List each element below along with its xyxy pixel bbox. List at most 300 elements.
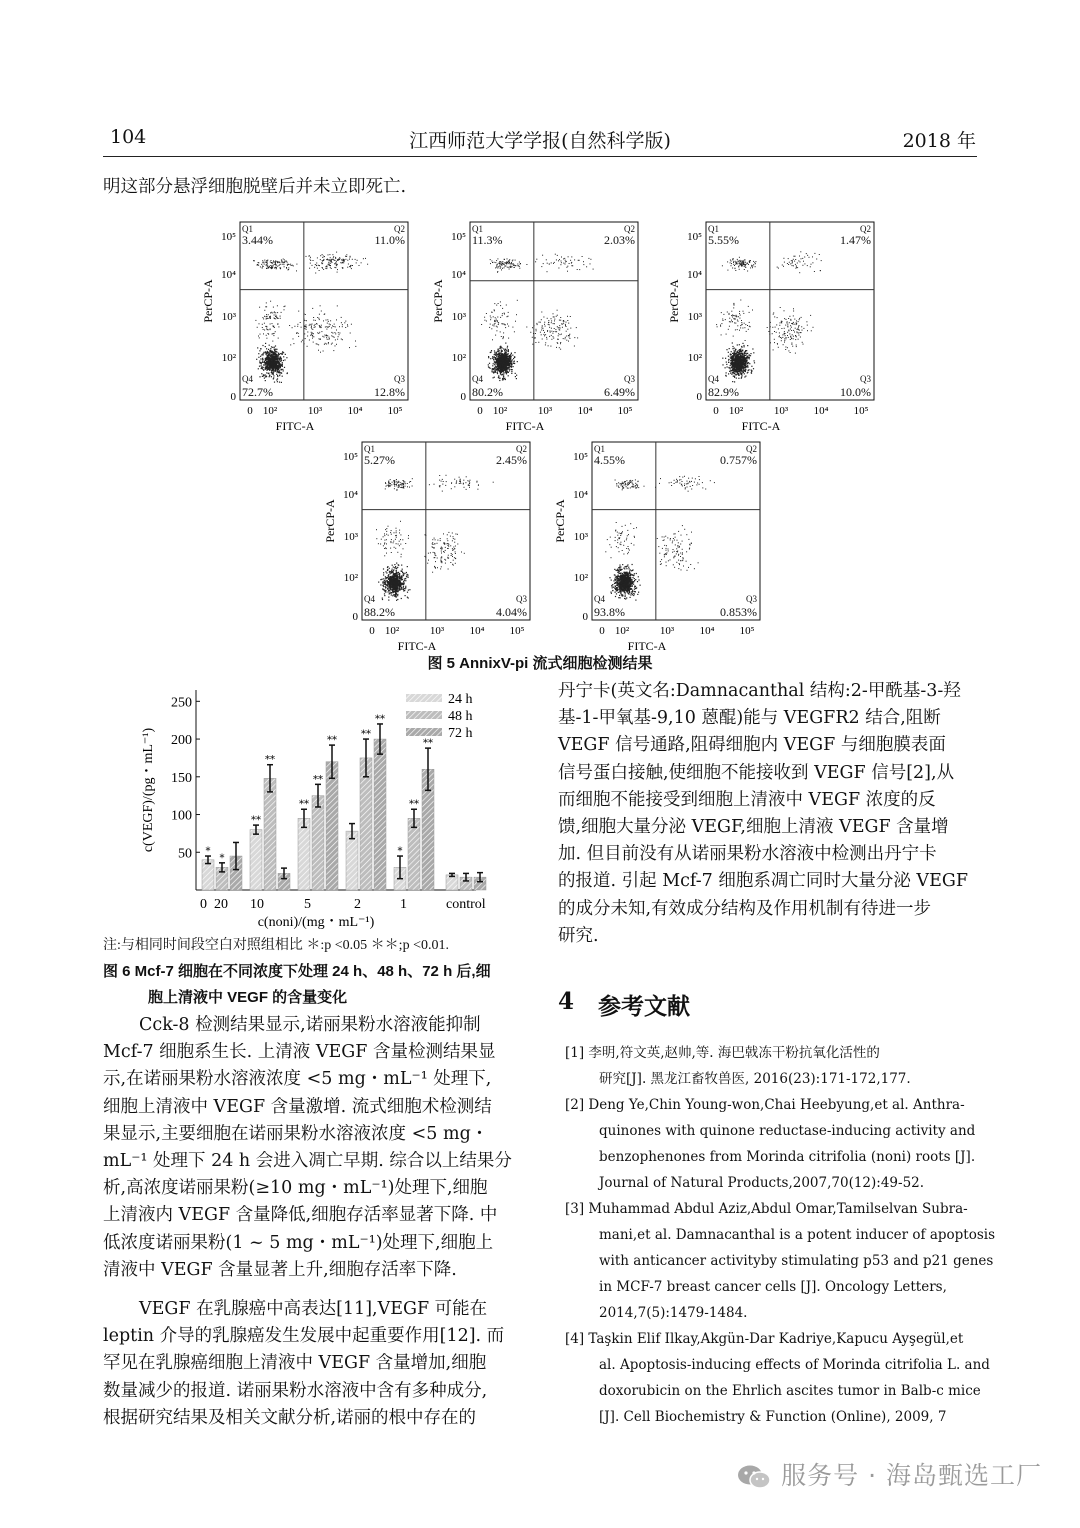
event-dot (544, 322, 545, 323)
y-tick-label: 0 (352, 611, 358, 623)
event-dot (635, 579, 636, 580)
event-dot (574, 346, 575, 347)
quadrant-label: Q1 (708, 224, 719, 234)
event-dot (735, 268, 736, 269)
event-dot (784, 331, 785, 332)
event-dot (542, 339, 543, 340)
event-dot (623, 584, 625, 586)
event-dot (385, 529, 386, 530)
event-dot (743, 363, 745, 365)
event-dot (405, 543, 406, 544)
plot-frame (362, 442, 530, 620)
event-dot (731, 367, 732, 368)
event-dot (744, 367, 746, 369)
event-dot (623, 577, 625, 579)
event-dot (802, 265, 803, 266)
event-dot (273, 354, 275, 356)
event-dot (738, 360, 740, 362)
event-dot (791, 260, 792, 261)
event-dot (386, 486, 387, 487)
event-dot (750, 353, 751, 354)
event-dot (621, 569, 622, 570)
event-dot (324, 337, 325, 338)
event-dot (270, 355, 272, 357)
event-dot (621, 586, 623, 588)
event-dot (457, 544, 458, 545)
event-dot (807, 265, 808, 266)
event-dot (397, 552, 398, 553)
event-dot (512, 260, 513, 261)
event-dot (497, 258, 498, 259)
y-tick-label: 10³ (451, 311, 466, 323)
event-dot (490, 352, 491, 353)
event-dot (625, 483, 626, 484)
event-dot (735, 353, 737, 355)
event-dot (502, 363, 504, 365)
event-dot (568, 256, 569, 257)
event-dot (543, 334, 544, 335)
event-dot (560, 320, 561, 321)
event-dot (793, 265, 794, 266)
event-dot (319, 319, 320, 320)
event-dot (347, 267, 348, 268)
event-dot (278, 326, 279, 327)
event-dot (545, 334, 546, 335)
y-tick-label: 10⁴ (451, 269, 466, 281)
event-dot (577, 337, 578, 338)
event-dot (319, 327, 320, 328)
event-dot (509, 269, 510, 270)
event-dot (396, 570, 397, 571)
event-dot (618, 482, 619, 483)
event-dot (723, 314, 724, 315)
event-dot (446, 475, 447, 476)
event-dot (337, 339, 338, 340)
event-dot (378, 582, 379, 583)
event-dot (287, 373, 288, 374)
event-dot (447, 543, 448, 544)
event-dot (312, 329, 313, 330)
event-dot (399, 582, 401, 584)
event-dot (728, 362, 729, 363)
event-dot (347, 326, 348, 327)
event-dot (501, 351, 502, 352)
event-dot (796, 331, 797, 332)
event-dot (737, 329, 738, 330)
event-dot (277, 305, 278, 306)
event-dot (268, 314, 269, 315)
event-dot (628, 593, 629, 594)
event-dot (626, 480, 627, 481)
event-dot (502, 365, 504, 367)
event-dot (636, 587, 637, 588)
event-dot (625, 578, 627, 580)
event-dot (455, 553, 456, 554)
event-dot (547, 318, 548, 319)
event-dot (440, 568, 441, 569)
event-dot (348, 264, 349, 265)
event-dot (495, 355, 496, 356)
event-dot (327, 319, 328, 320)
event-dot (258, 353, 259, 354)
event-dot (586, 266, 587, 267)
event-dot (563, 321, 564, 322)
event-dot (502, 370, 504, 372)
event-dot (448, 532, 449, 533)
event-dot (434, 557, 435, 558)
event-dot (388, 535, 389, 536)
event-dot (632, 480, 633, 481)
event-dot (752, 310, 753, 311)
event-dot (451, 553, 452, 554)
event-dot (270, 301, 271, 302)
event-dot (560, 349, 561, 350)
event-dot (270, 267, 271, 268)
event-dot (501, 362, 503, 364)
event-dot (621, 581, 623, 583)
event-dot (635, 483, 636, 484)
event-dot (802, 258, 803, 259)
event-dot (405, 580, 406, 581)
event-dot (275, 264, 276, 265)
event-dot (616, 593, 617, 594)
event-dot (393, 567, 394, 568)
event-dot (259, 361, 260, 362)
event-dot (387, 588, 389, 590)
event-dot (490, 319, 491, 320)
event-dot (738, 371, 740, 373)
event-dot (802, 330, 803, 331)
event-dot (498, 376, 499, 377)
event-dot (788, 258, 789, 259)
event-dot (776, 324, 777, 325)
event-dot (726, 362, 727, 363)
event-dot (726, 334, 727, 335)
event-dot (500, 346, 501, 347)
event-dot (269, 363, 271, 365)
event-dot (508, 316, 509, 317)
event-dot (254, 260, 255, 261)
x-tick-label: 10⁵ (617, 405, 633, 417)
event-dot (741, 378, 742, 379)
event-dot (269, 364, 271, 366)
event-dot (394, 481, 395, 482)
event-dot (801, 332, 802, 333)
event-dot (264, 316, 265, 317)
event-dot (737, 320, 738, 321)
event-dot (733, 307, 734, 308)
event-dot (505, 327, 506, 328)
event-dot (630, 594, 631, 595)
event-dot (266, 262, 267, 263)
event-dot (773, 312, 774, 313)
event-dot (342, 339, 343, 340)
event-dot (738, 260, 739, 261)
event-dot (269, 316, 270, 317)
event-dot (722, 358, 723, 359)
event-dot (331, 332, 332, 333)
event-dot (391, 539, 392, 540)
event-dot (401, 556, 402, 557)
event-dot (463, 480, 464, 481)
event-dot (807, 255, 808, 256)
event-dot (626, 568, 627, 569)
event-dot (384, 582, 385, 583)
event-dot (784, 342, 785, 343)
event-dot (742, 262, 743, 263)
event-dot (785, 347, 786, 348)
event-dot (796, 265, 797, 266)
flow-plot-4 (318, 430, 558, 660)
event-dot (266, 314, 267, 315)
event-dot (628, 588, 630, 590)
event-dot (332, 333, 333, 334)
event-dot (272, 373, 274, 375)
event-dot (535, 333, 536, 334)
event-dot (503, 337, 504, 338)
event-dot (728, 356, 729, 357)
event-dot (560, 342, 561, 343)
event-dot (263, 329, 264, 330)
event-dot (328, 339, 329, 340)
event-dot (400, 487, 401, 488)
event-dot (336, 265, 337, 266)
event-dot (490, 259, 491, 260)
event-dot (508, 338, 509, 339)
event-dot (628, 488, 629, 489)
event-dot (494, 370, 496, 372)
event-dot (512, 266, 513, 267)
event-dot (313, 317, 314, 318)
event-dot (390, 548, 391, 549)
event-dot (733, 258, 734, 259)
event-dot (745, 369, 746, 370)
event-dot (342, 324, 343, 325)
event-dot (281, 373, 282, 374)
event-dot (323, 320, 324, 321)
event-dot (340, 262, 341, 263)
event-dot (800, 332, 801, 333)
event-dot (514, 352, 515, 353)
event-dot (627, 574, 629, 576)
event-dot (739, 330, 740, 331)
event-dot (332, 343, 333, 344)
event-dot (618, 592, 619, 593)
event-dot (406, 572, 407, 573)
event-dot (336, 252, 337, 253)
event-dot (542, 255, 543, 256)
event-dot (497, 321, 498, 322)
event-dot (796, 320, 797, 321)
event-dot (810, 315, 811, 316)
event-dot (637, 594, 638, 595)
event-dot (397, 489, 398, 490)
event-dot (788, 330, 789, 331)
event-dot (262, 327, 263, 328)
event-dot (784, 340, 785, 341)
event-dot (685, 487, 686, 488)
event-dot (630, 581, 632, 583)
event-dot (510, 356, 512, 358)
y-tick-label: 10² (687, 352, 702, 364)
event-dot (790, 329, 791, 330)
event-dot (388, 597, 389, 598)
event-dot (277, 262, 278, 263)
event-dot (624, 572, 626, 574)
event-dot (263, 369, 264, 370)
event-dot (334, 263, 335, 264)
event-dot (459, 477, 460, 478)
event-dot (629, 573, 630, 574)
event-dot (403, 573, 404, 574)
event-dot (738, 357, 740, 359)
event-dot (389, 572, 390, 573)
event-dot (745, 350, 746, 351)
event-dot (511, 371, 512, 372)
event-dot (799, 318, 800, 319)
event-dot (500, 366, 502, 368)
event-dot (734, 348, 735, 349)
event-dot (280, 358, 282, 360)
event-dot (433, 544, 434, 545)
event-dot (627, 485, 628, 486)
event-dot (787, 332, 788, 333)
x-tick-label: 0 (369, 625, 375, 637)
event-dot (688, 483, 689, 484)
event-dot (798, 326, 799, 327)
event-dot (441, 551, 442, 552)
event-dot (452, 554, 453, 555)
event-dot (498, 351, 499, 352)
event-dot (743, 345, 744, 346)
event-dot (272, 268, 273, 269)
flow-plot-3 (662, 210, 902, 440)
event-dot (286, 268, 287, 269)
event-dot (484, 317, 485, 318)
event-dot (532, 327, 533, 328)
event-dot (350, 266, 351, 267)
event-dot (378, 543, 379, 544)
event-dot (435, 568, 436, 569)
event-dot (616, 590, 618, 592)
event-dot (741, 261, 742, 262)
event-dot (503, 379, 504, 380)
event-dot (356, 262, 357, 263)
event-dot (625, 595, 626, 596)
event-dot (744, 351, 745, 352)
event-dot (813, 327, 814, 328)
event-dot (574, 337, 575, 338)
event-dot (296, 270, 297, 271)
event-dot (392, 482, 393, 483)
event-dot (391, 552, 392, 553)
event-dot (454, 548, 455, 549)
event-dot (740, 300, 741, 301)
event-dot (322, 254, 323, 255)
event-dot (618, 579, 620, 581)
event-dot (283, 356, 284, 357)
event-dot (814, 253, 815, 254)
event-dot (741, 360, 743, 362)
event-dot (263, 367, 264, 368)
event-dot (544, 332, 545, 333)
event-dot (400, 534, 401, 535)
event-dot (508, 356, 510, 358)
event-dot (488, 366, 489, 367)
event-dot (333, 350, 334, 351)
event-dot (330, 267, 331, 268)
event-dot (731, 351, 732, 352)
event-dot (493, 482, 494, 483)
event-dot (501, 350, 502, 351)
event-dot (280, 360, 281, 361)
event-dot (778, 328, 779, 329)
quadrant-label: Q1 (242, 224, 253, 234)
event-dot (501, 263, 502, 264)
event-dot (407, 574, 408, 575)
event-dot (448, 555, 449, 556)
event-dot (393, 542, 394, 543)
event-dot (520, 263, 521, 264)
event-dot (501, 374, 502, 375)
event-dot (334, 337, 335, 338)
event-dot (334, 324, 335, 325)
event-dot (692, 485, 693, 486)
event-dot (618, 486, 619, 487)
flow-plot-5 (548, 430, 788, 660)
event-dot (748, 306, 749, 307)
event-dot (732, 342, 733, 343)
event-dot (296, 264, 297, 265)
event-dot (502, 358, 504, 360)
event-dot (738, 373, 740, 375)
event-dot (401, 598, 402, 599)
event-dot (343, 262, 344, 263)
event-dot (508, 375, 509, 376)
event-dot (399, 575, 400, 576)
event-dot (560, 334, 561, 335)
event-dot (806, 321, 807, 322)
event-dot (261, 264, 262, 265)
event-dot (503, 332, 504, 333)
event-dot (721, 334, 722, 335)
event-dot (330, 263, 331, 264)
event-dot (266, 319, 267, 320)
event-dot (685, 488, 686, 489)
event-dot (541, 319, 542, 320)
event-dot (515, 373, 516, 374)
event-dot (284, 261, 285, 262)
event-dot (491, 328, 492, 329)
event-dot (272, 263, 273, 264)
quadrant-label: Q4 (472, 374, 483, 384)
event-dot (491, 371, 492, 372)
event-dot (739, 344, 740, 345)
event-dot (279, 370, 280, 371)
event-dot (743, 264, 744, 265)
event-dot (451, 555, 452, 556)
event-dot (498, 365, 500, 367)
event-dot (262, 324, 263, 325)
event-dot (501, 269, 502, 270)
x-tick-label: 10³ (537, 405, 553, 417)
event-dot (784, 310, 785, 311)
event-dot (321, 325, 322, 326)
event-dot (636, 573, 637, 574)
event-dot (381, 539, 382, 540)
quadrant-label: Q4 (364, 594, 375, 604)
event-dot (684, 483, 685, 484)
